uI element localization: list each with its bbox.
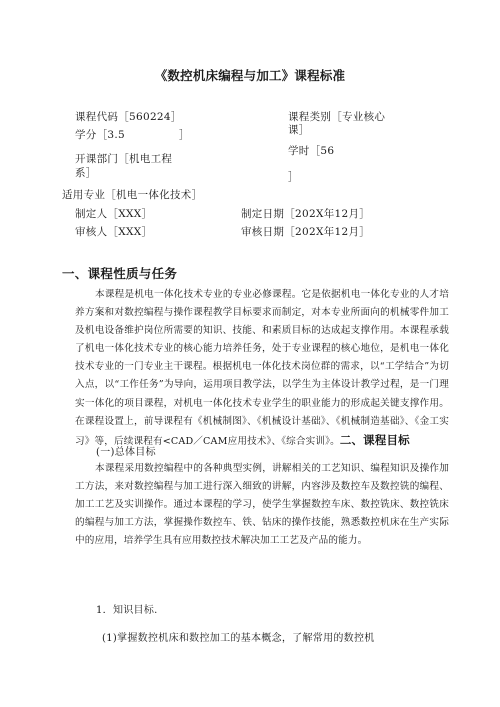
date-reviewed: 审核日期［202X年12月］ [241, 226, 371, 238]
section1-paragraph-text: 本课程是机电一体化技术专业的专业必修课程。它是依据机电一体化专业的人才培养方案和对数控编程与操作课程教学目标要求而制定，对本专业所面向的机械零件加工及机电设备维护岗位所需要的知识、技能、和素质目标的达成起支撑作用。本课程承载了机电一体化技术专业的核心能力培养任务，处于专业课程的核心地位，是机电一体化技术专业的一门专业主干课程。根据机电一体化技术岗位群的需求，以“工学结合”为切入点，以“工作任务”为导向，运用项目教学法，以学生为主体设计教学过程，是一门理实一体化的项目课程，对机电一体化技术专业学生的职业能力的形成起关键支撑作用。在课程设置上，前导课程有《机械制图》、《机械设计基础》、《机械制造基础》、《金工实习》等，后续课程有<CAD／CAM应用技术》、《综合实训》。 [75, 289, 449, 447]
hours-line1: 学时［56 [288, 145, 335, 157]
hours-line2: ］ [288, 171, 299, 183]
reviewer: 审核人［XXX］ [75, 226, 153, 238]
credits: 学分［3.5 ］ [75, 129, 190, 141]
department-line2: 系］ [75, 167, 97, 179]
overall-goal-heading: (一)总体目标 [96, 447, 156, 458]
course-type-line2: 课］ [288, 124, 310, 136]
applicable-major: 适用专业［机电一体化技术］ [62, 189, 203, 201]
course-code: 课程代码［560224］ [75, 111, 182, 123]
document-title: 《数控机床编程与加工》课程标准 [154, 68, 346, 83]
department-line1: 开课部门［机电工程 [75, 153, 173, 165]
knowledge-item-1: (1)掌握数控机床和数控加工的基本概念，了解常用的数控机 [102, 633, 375, 644]
section-heading-1: 一、课程性质与任务 [62, 266, 178, 281]
section2-paragraph: 本课程采用数控编程中的各种典型实例，讲解相关的工艺知识、编程知识及操作加工方法，来对数控编程与加工进行深入细致的讲解，内容涉及数控车及数控铣的编程、加工工艺及实训操作。通过本课程的学习，使学生掌握数控车床、数控铣床、数控铣床的编程与加工方法，掌握操作数控车、铁、钻床的操作技能，熟悉数控机床在生产实际中的应用，培养学生具有应用数控技术解决加工工艺及产品的能力。 [75, 463, 449, 547]
course-type-line1: 课程类别［专业核心 [288, 111, 386, 123]
knowledge-goal-heading: 1．知识目标. [96, 605, 158, 616]
section-heading-2: 二、课程目标 [339, 432, 410, 447]
date-made: 制定日期［202X年12月］ [241, 208, 371, 220]
section1-paragraph [75, 286, 449, 451]
author: 制定人［XXX］ [75, 208, 153, 220]
